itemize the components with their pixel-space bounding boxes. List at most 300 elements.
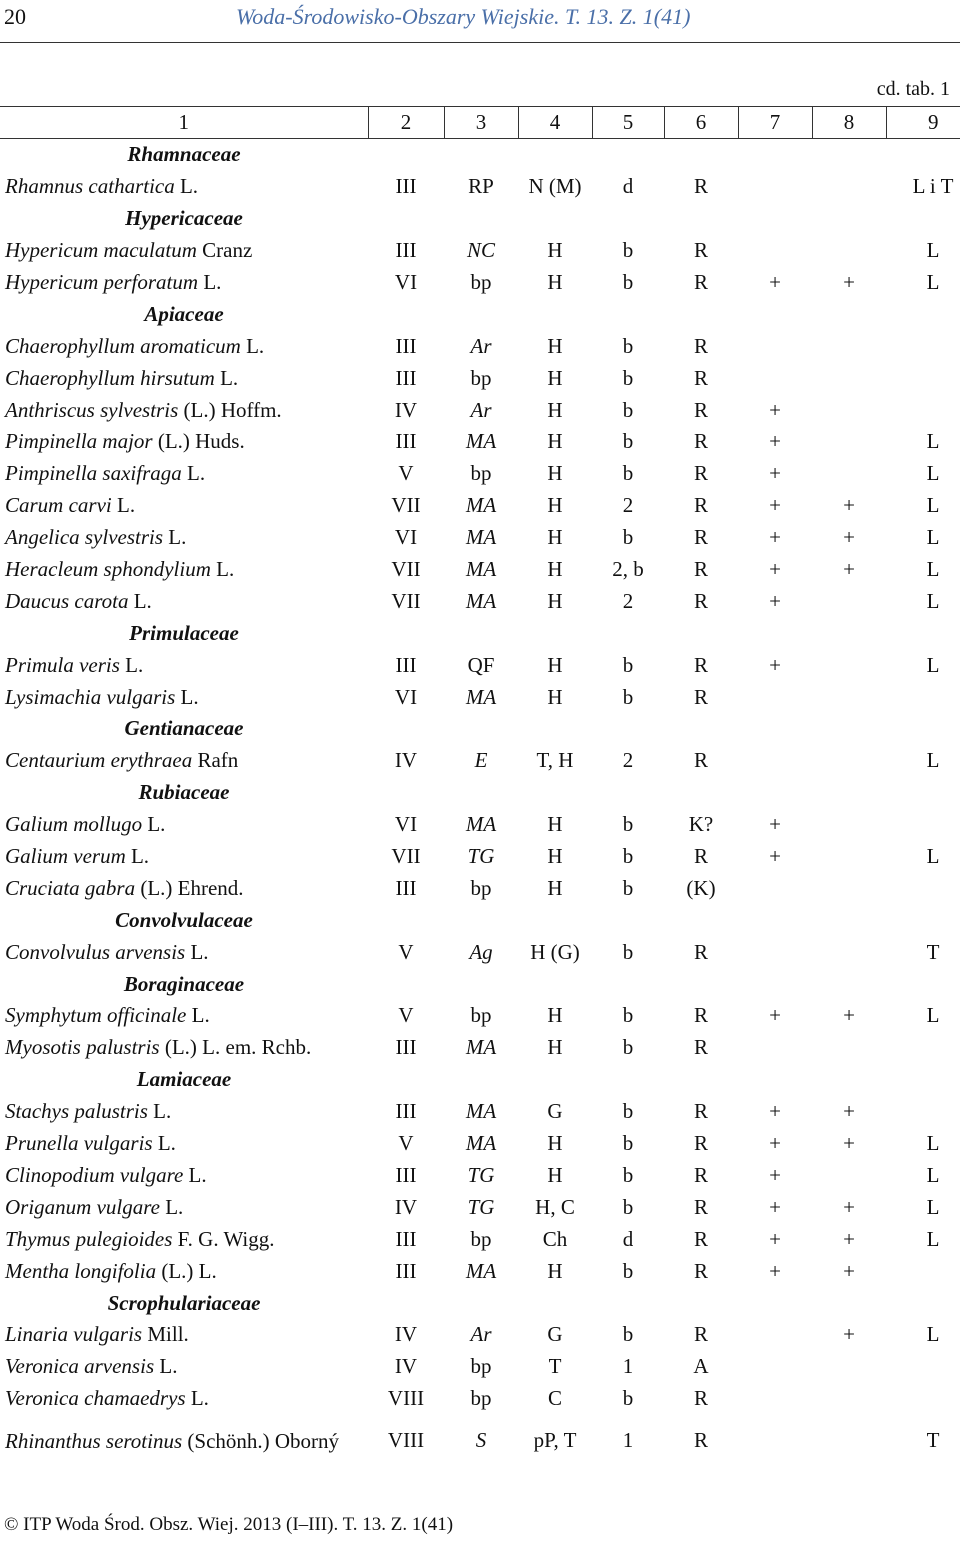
cell-col-6: R [693, 429, 708, 454]
empty-cell [664, 139, 738, 171]
species-row [0, 872, 960, 904]
cell-col-2: IV [394, 1194, 418, 1219]
empty-cell [592, 617, 664, 649]
species-author: L. [111, 493, 136, 518]
species-author: F. G. Wigg. [172, 1226, 275, 1251]
cell-col-7: + [769, 1099, 781, 1124]
species-row [0, 426, 960, 458]
cell-col-6: R [693, 1428, 708, 1453]
cell-col-5: d [622, 1226, 634, 1251]
cell-col-5: b [622, 1131, 634, 1156]
cell-col-7: + [769, 844, 781, 869]
empty-cell [518, 713, 592, 745]
cell-col-3: MA [465, 1258, 497, 1283]
species-row [0, 1096, 960, 1128]
cell-col-4: H [547, 461, 563, 486]
cell-col-7: + [769, 1131, 781, 1156]
cell-col-6: R [693, 1386, 708, 1411]
empty-cell [592, 139, 664, 171]
empty-cell [738, 139, 812, 171]
species-row [0, 1383, 960, 1415]
cell-col-5: b [622, 525, 634, 550]
cell-col-4: N (M) [528, 174, 582, 199]
cell-col-8 [812, 330, 886, 362]
cell-col-9 [886, 330, 960, 362]
species-author: L. [185, 1386, 209, 1411]
empty-cell [444, 617, 518, 649]
cell-col-2: III [395, 1035, 417, 1060]
empty-cell [812, 777, 886, 809]
empty-cell [368, 777, 444, 809]
empty-cell [592, 777, 664, 809]
empty-cell [886, 298, 960, 330]
species-author: L. [152, 1131, 176, 1156]
cell-col-8: + [843, 1226, 855, 1251]
species-author: (L.) L. em. Rchb. [159, 1035, 312, 1060]
cell-col-8: + [843, 1258, 855, 1283]
species-author: (L.) L. [156, 1258, 217, 1283]
cell-col-9: L [926, 1162, 940, 1187]
cell-col-2: III [395, 1162, 417, 1187]
cell-col-9: L [926, 748, 940, 773]
species-latin-name: Centaurium erythraea [5, 748, 193, 773]
species-row [0, 330, 960, 362]
empty-cell [886, 1287, 960, 1319]
species-author: (L.) Ehrend. [135, 875, 244, 900]
cell-col-2: VIII [387, 1428, 425, 1453]
cell-col-6: R [693, 525, 708, 550]
species-author: L. [210, 557, 235, 582]
species-latin-name: Origanum vulgare [5, 1194, 160, 1219]
species-latin-name: Veronica chamaedrys [5, 1386, 186, 1411]
empty-cell [368, 968, 444, 1000]
cell-col-6: R [693, 461, 708, 486]
species-latin-name: Carum carvi [5, 493, 112, 518]
cell-col-3: S [475, 1428, 487, 1453]
family-name: Rhamnaceae [127, 142, 241, 167]
species-row [0, 1223, 960, 1255]
species-name [0, 490, 368, 522]
cell-col-3: MA [465, 1099, 497, 1124]
empty-cell [738, 777, 812, 809]
species-latin-name: Galium mollugo [5, 812, 143, 837]
cell-col-3: NC [466, 238, 495, 263]
cell-col-2: VII [391, 844, 421, 869]
cell-col-9: L i T [912, 174, 954, 199]
family-name: Apiaceae [144, 301, 224, 326]
empty-cell [518, 139, 592, 171]
cell-col-5: b [622, 238, 634, 263]
species-author: (L.) Hoffm. [178, 397, 282, 422]
empty-cell [664, 777, 738, 809]
species-name [0, 1096, 368, 1128]
empty-cell [886, 203, 960, 235]
empty-cell [738, 904, 812, 936]
empty-cell [664, 1287, 738, 1319]
empty-cell [738, 617, 812, 649]
empty-cell [444, 298, 518, 330]
cell-col-4: Ch [542, 1226, 568, 1251]
cell-col-9 [886, 681, 960, 713]
species-latin-name: Rhamnus cathartica [5, 174, 175, 199]
cell-col-9: L [926, 1226, 940, 1251]
cell-col-9: L [926, 493, 940, 518]
cell-col-5: b [622, 429, 634, 454]
cell-col-4: H [547, 812, 563, 837]
column-header-1: 1 [0, 107, 368, 139]
species-author: L. [125, 844, 150, 869]
species-row [0, 458, 960, 490]
family-name: Convolvulaceae [115, 907, 253, 932]
empty-cell [368, 713, 444, 745]
cell-col-7 [738, 362, 812, 394]
empty-cell [592, 968, 664, 1000]
cell-col-3: Ag [469, 939, 493, 964]
cell-col-7 [738, 1383, 812, 1415]
species-name [0, 171, 368, 203]
cell-col-7 [738, 745, 812, 777]
cell-col-7: + [769, 1003, 781, 1028]
cell-col-2: VII [391, 493, 421, 518]
species-latin-name: Pimpinella saxifraga [5, 461, 182, 486]
family-name: Gentianaceae [124, 716, 244, 741]
species-name [0, 649, 368, 681]
cell-col-4: C [547, 1386, 562, 1411]
cell-col-2: VII [391, 588, 421, 613]
empty-cell [812, 904, 886, 936]
species-row [0, 554, 960, 586]
cell-col-6: R [693, 844, 708, 869]
cell-col-9: L [926, 1194, 940, 1219]
cell-col-2: III [395, 365, 417, 390]
empty-cell [738, 1064, 812, 1096]
species-latin-name: Anthriscus sylvestris [5, 397, 179, 422]
cell-col-4: H (G) [530, 939, 580, 964]
family-row [0, 1287, 960, 1319]
species-latin-name: Symphytum officinale [5, 1003, 187, 1028]
cell-col-9: T [926, 939, 940, 964]
cell-col-8: + [843, 1194, 855, 1219]
cell-col-7: + [769, 1226, 781, 1251]
empty-cell [664, 617, 738, 649]
cell-col-6: R [693, 1322, 708, 1347]
cell-col-7 [738, 330, 812, 362]
cell-col-8 [812, 1383, 886, 1415]
empty-cell [368, 1064, 444, 1096]
species-row [0, 1415, 960, 1467]
cell-col-6: R [693, 1226, 708, 1251]
cell-col-6: R [693, 748, 708, 773]
empty-cell [518, 777, 592, 809]
cell-col-8 [812, 585, 886, 617]
cell-col-4: H [547, 844, 563, 869]
cell-col-6: R [693, 493, 708, 518]
cell-col-5: b [622, 1003, 634, 1028]
cell-col-3: Ar [470, 333, 492, 358]
cell-col-5: 2 [622, 588, 634, 613]
cell-col-6: R [693, 684, 708, 709]
cell-col-2: IV [394, 397, 418, 422]
empty-cell [444, 139, 518, 171]
species-author: L. [185, 939, 209, 964]
cell-col-9 [886, 809, 960, 841]
species-name [0, 1255, 368, 1287]
species-latin-name: Heracleum sphondylium [5, 557, 211, 582]
cell-col-7 [738, 171, 812, 203]
cell-col-2: VI [394, 812, 418, 837]
species-name [0, 1032, 368, 1064]
species-name [0, 872, 368, 904]
cell-col-9: L [926, 588, 940, 613]
cell-col-6: R [693, 557, 708, 582]
cell-col-3: Ar [470, 1322, 492, 1347]
cell-col-6: R [693, 397, 708, 422]
cell-col-3: MA [465, 1035, 497, 1060]
species-row [0, 1032, 960, 1064]
cell-col-8: + [843, 1322, 855, 1347]
cell-col-8: + [843, 493, 855, 518]
species-row [0, 1160, 960, 1192]
cell-col-7: + [769, 493, 781, 518]
species-name [0, 1191, 368, 1223]
species-author: L. [240, 333, 265, 358]
cell-col-9 [886, 1032, 960, 1064]
species-name [0, 458, 368, 490]
species-name [0, 362, 368, 394]
cell-col-9: L [926, 844, 940, 869]
species-author: Rafn [192, 748, 239, 773]
header-rule [0, 42, 960, 43]
cell-col-4: H [547, 429, 563, 454]
species-latin-name: Stachys palustris [5, 1099, 148, 1124]
cell-col-6: R [693, 939, 708, 964]
cell-col-5: 2 [622, 493, 634, 518]
cell-col-3: MA [465, 493, 497, 518]
species-name [0, 1415, 368, 1467]
cell-col-7: + [769, 652, 781, 677]
cell-col-2: III [395, 238, 417, 263]
cell-col-7 [738, 1319, 812, 1351]
species-row [0, 1128, 960, 1160]
cell-col-6: R [693, 1099, 708, 1124]
cell-col-3: MA [465, 1131, 497, 1156]
cell-col-6: R [693, 174, 708, 199]
cell-col-8 [812, 1351, 886, 1383]
cell-col-3: TG [467, 1162, 495, 1187]
cell-col-9 [886, 394, 960, 426]
cell-col-9: L [926, 429, 940, 454]
cell-col-8: + [843, 525, 855, 550]
species-name [0, 426, 368, 458]
column-header-7: 7 [738, 107, 812, 139]
empty-cell [738, 1287, 812, 1319]
cell-col-7: + [769, 812, 781, 837]
empty-cell [886, 1064, 960, 1096]
cell-col-5: b [622, 1035, 634, 1060]
copyright-footer: © ITP Woda Środ. Obsz. Wiej. 2013 (I–III). T. 13. Z. 1(41) [4, 1514, 454, 1535]
cell-col-8: + [843, 557, 855, 582]
cell-col-9: L [926, 270, 940, 294]
empty-cell [664, 968, 738, 1000]
empty-cell [886, 713, 960, 745]
species-name [0, 1000, 368, 1032]
cell-col-9: T [926, 1428, 940, 1453]
species-author: L. [174, 174, 199, 199]
cell-col-7: + [769, 525, 781, 550]
empty-cell [886, 968, 960, 1000]
cell-col-2: V [398, 1131, 414, 1156]
cell-col-8 [812, 394, 886, 426]
empty-cell [886, 777, 960, 809]
cell-col-3: MA [465, 557, 497, 582]
species-author: L. [159, 1194, 184, 1219]
cell-col-7 [738, 1351, 812, 1383]
cell-col-6: R [693, 1194, 708, 1219]
header-row [0, 107, 960, 139]
family-name: Lamiaceae [136, 1067, 232, 1092]
cell-col-7 [738, 1032, 812, 1064]
empty-cell [518, 1064, 592, 1096]
cell-col-8 [812, 1032, 886, 1064]
cell-col-5: 2, b [612, 557, 644, 582]
cell-col-5: b [622, 875, 634, 900]
cell-col-2: III [395, 875, 417, 900]
cell-col-3: bp [470, 875, 492, 900]
column-header-3: 3 [444, 107, 518, 139]
species-name [0, 585, 368, 617]
cell-col-4: H [547, 1003, 563, 1028]
empty-cell [738, 968, 812, 1000]
empty-cell [368, 1287, 444, 1319]
cell-col-3: TG [467, 1194, 495, 1219]
cell-col-6: R [693, 1162, 708, 1187]
cell-col-4: H [547, 1258, 563, 1283]
cell-col-5: b [622, 812, 634, 837]
cell-col-2: VI [394, 684, 418, 709]
species-latin-name: Cruciata gabra [5, 875, 136, 900]
species-row [0, 841, 960, 873]
cell-col-4: H [547, 875, 563, 900]
cell-col-7 [738, 936, 812, 968]
species-author: L. [181, 461, 206, 486]
cell-col-7 [738, 681, 812, 713]
cell-col-4: H [547, 333, 563, 358]
family-row [0, 713, 960, 745]
species-name [0, 522, 368, 554]
species-author: L. [147, 1099, 172, 1124]
species-author: L. [163, 525, 187, 550]
cell-col-4: G [547, 1322, 563, 1347]
cell-col-2: III [395, 333, 417, 358]
cell-col-7: + [769, 1258, 781, 1283]
empty-cell [444, 713, 518, 745]
cell-col-8 [812, 235, 886, 267]
cell-col-8 [812, 1415, 886, 1467]
table-caption: cd. tab. 1 [876, 78, 950, 100]
species-name [0, 1383, 368, 1415]
empty-cell [444, 203, 518, 235]
species-name [0, 1160, 368, 1192]
species-author: L. [175, 684, 199, 709]
cell-col-7: + [769, 397, 781, 422]
empty-cell [812, 298, 886, 330]
species-author: (Schönh.) Oborný [182, 1428, 340, 1453]
cell-col-5: 1 [622, 1428, 634, 1453]
empty-cell [812, 968, 886, 1000]
species-author: L. [154, 1354, 178, 1379]
species-row [0, 171, 960, 203]
empty-cell [444, 904, 518, 936]
species-latin-name: Thymus pulegioides [5, 1226, 173, 1251]
cell-col-6: R [693, 365, 708, 390]
cell-col-8 [812, 1160, 886, 1192]
cell-col-5: b [622, 652, 634, 677]
species-latin-name: Mentha longifolia [5, 1258, 157, 1283]
cell-col-4: H [547, 525, 563, 550]
cell-col-4: T, H [536, 748, 574, 773]
family-row [0, 904, 960, 936]
cell-col-8 [812, 171, 886, 203]
cell-col-9 [886, 872, 960, 904]
cell-col-5: b [622, 1162, 634, 1187]
species-author: L. [186, 1003, 210, 1028]
cell-col-5: 1 [622, 1354, 634, 1379]
species-name [0, 1223, 368, 1255]
species-row [0, 1000, 960, 1032]
family-row [0, 203, 960, 235]
cell-col-6: R [693, 1258, 708, 1283]
cell-col-2: IV [394, 748, 418, 773]
species-latin-name: Lysimachia vulgaris [5, 684, 176, 709]
species-latin-name: Chaerophyllum aromaticum [5, 333, 241, 358]
cell-col-2: III [395, 1099, 417, 1124]
species-author: L. [142, 812, 166, 837]
cell-col-6: R [693, 1003, 708, 1028]
cell-col-6: K? [688, 812, 714, 837]
empty-cell [444, 1287, 518, 1319]
species-row [0, 809, 960, 841]
cell-col-6: R [693, 588, 708, 613]
species-name [0, 1351, 368, 1383]
cell-col-4: H [547, 1162, 563, 1187]
cell-col-7 [738, 235, 812, 267]
empty-cell [812, 1064, 886, 1096]
species-latin-name: Myosotis palustris [5, 1035, 160, 1060]
cell-col-2: III [395, 429, 417, 454]
cell-col-9 [886, 362, 960, 394]
species-latin-name: Veronica arvensis [5, 1354, 155, 1379]
empty-cell [518, 1287, 592, 1319]
cell-col-7: + [769, 1194, 781, 1219]
page-number: 20 [4, 4, 26, 29]
cell-col-4: G [547, 1099, 563, 1124]
empty-cell [518, 904, 592, 936]
cell-col-8 [812, 841, 886, 873]
empty-cell [812, 1287, 886, 1319]
cell-col-4: H [547, 397, 563, 422]
empty-cell [518, 203, 592, 235]
empty-cell [738, 203, 812, 235]
empty-cell [368, 139, 444, 171]
cell-col-9: L [926, 1131, 940, 1156]
empty-cell [592, 203, 664, 235]
cell-col-2: III [395, 1258, 417, 1283]
empty-cell [664, 298, 738, 330]
cell-col-9 [886, 1255, 960, 1287]
species-row [0, 1255, 960, 1287]
cell-col-6: R [693, 270, 708, 294]
cell-col-2: III [395, 652, 417, 677]
